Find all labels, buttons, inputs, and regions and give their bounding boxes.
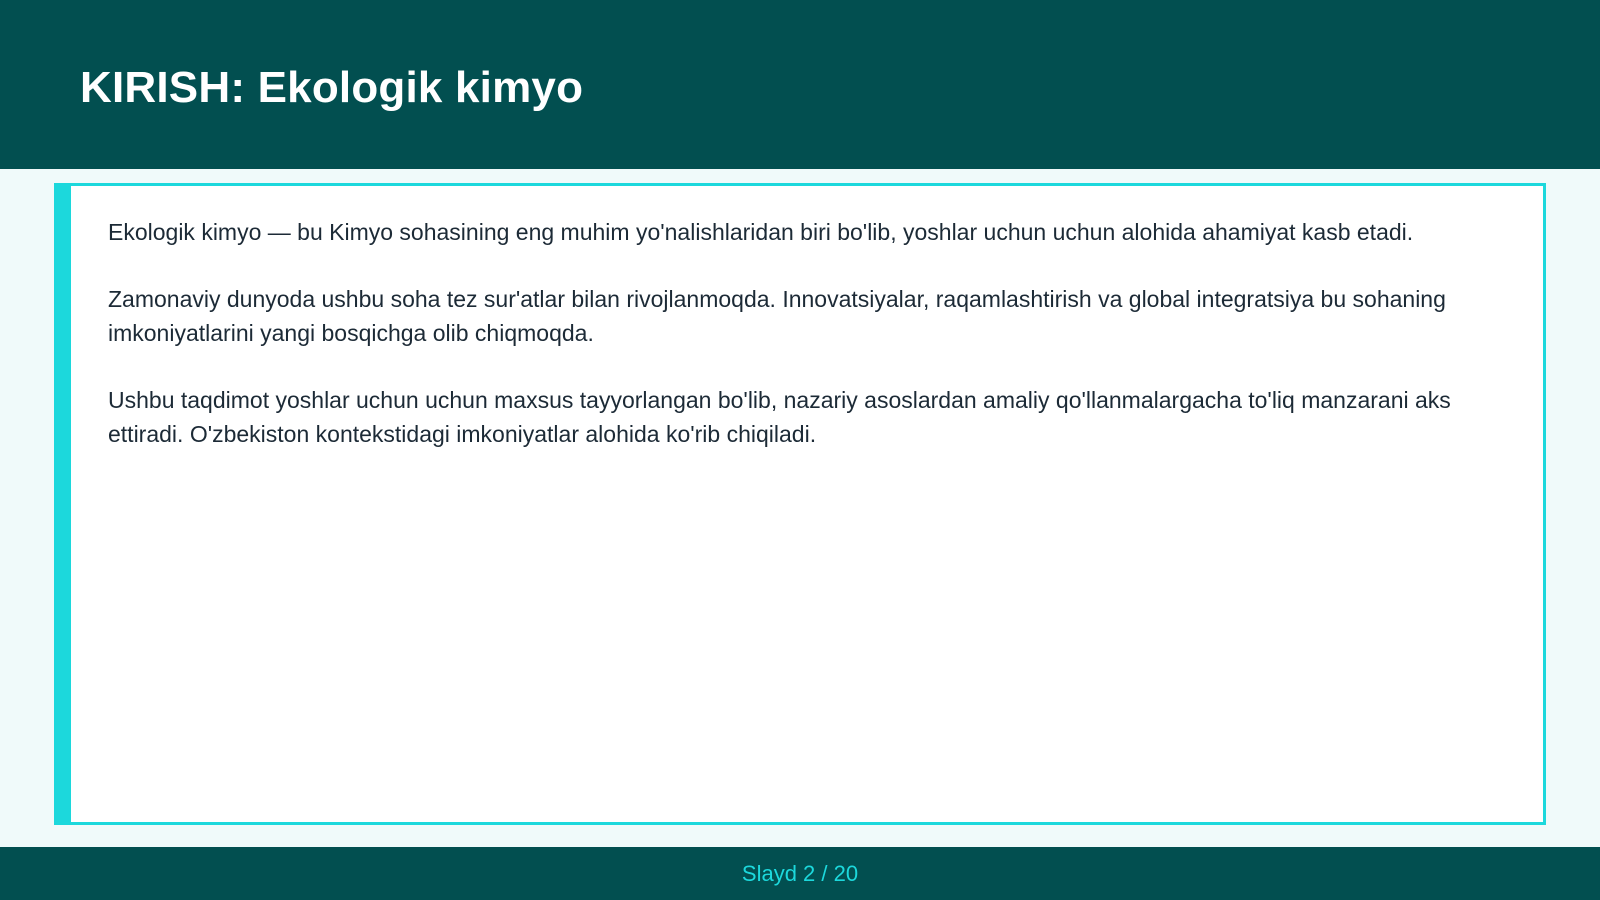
slide-footer	[0, 847, 1600, 900]
slide-header	[0, 0, 1600, 169]
slide-counter: Slayd 2 / 20	[741, 861, 859, 886]
paragraph-intro: Ekologik kimyo — bu Kimyo sohasining eng muhim yo'nalishlaridan biri bo'lib, yoshlar uchun uchun alohida ahamiyat kasb etadi.	[108, 219, 1414, 245]
content-panel	[54, 183, 1546, 825]
slide-title: KIRISH: Ekologik kimyo	[80, 63, 584, 112]
paragraph-presentation-scope: Ushbu taqdimot yoshlar uchun uchun maxsus tayyorlangan bo'lib, nazariy asoslardan amaliy qo'llanmalargacha to'liq manzarani aks ettiradi. O'zbekiston kontekstidagi imkoniyatlar alohida ko'rib chiqiladi.	[108, 387, 1451, 447]
paragraph-development: Zamonaviy dunyoda ushbu soha tez sur'atlar bilan rivojlanmoqda. Innovatsiyalar, raqamlashtirish va global integratsiya bu sohaning imkoniyatlarini yangi bosqichga olib chiqmoqda.	[108, 286, 1446, 346]
body-text	[108, 215, 1498, 484]
